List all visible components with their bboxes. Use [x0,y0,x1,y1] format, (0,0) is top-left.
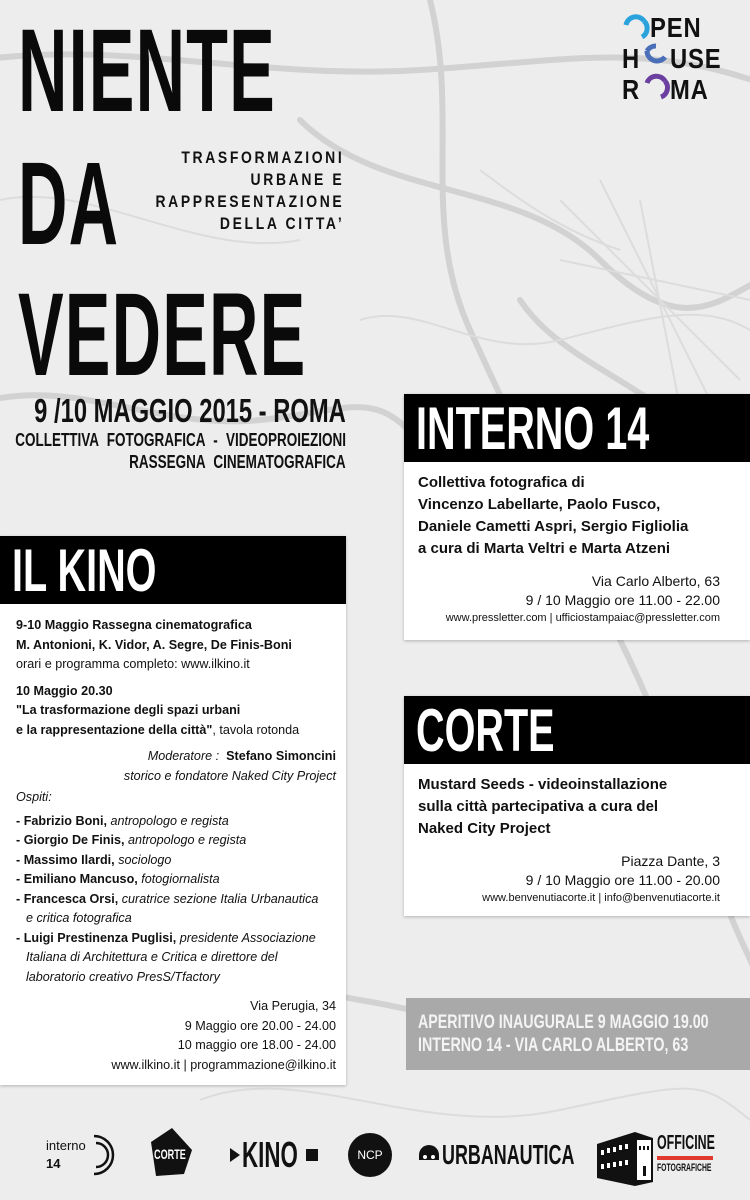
rassegna-line: 9-10 Maggio Rassegna cinematografica [16,618,252,632]
venue-card-ilkino [0,536,346,1085]
guest-name: - Luigi Prestinenza Puglisi, [16,930,177,945]
guest-item [16,890,336,929]
poster-title-line: VEDERE [18,269,307,401]
event-type-line: COLLETTIVA FOTOGRAFICA - VIDEOPROIEZIONI [15,430,346,450]
guest-role: fotogiornalista [141,872,220,886]
subtitle-line: URBANE E [250,170,344,189]
guest-role-continued: Italiana di Architettura e Critica e direttore del laboratorio creativo PresS/Tfactory [26,950,278,984]
tavola-line: e la rappresentazione della città" [16,722,213,737]
guest-role: antropologo e regista [127,833,247,847]
tavola-line-suffix: , tavola rotonda [212,722,300,737]
venue-card-header [404,394,750,462]
venue-address: Via Perugia, 34 [250,999,336,1013]
venue-card-header [0,536,346,604]
sponsor-ncp-logo [348,1120,392,1190]
venue-address: Via Carlo Alberto, 63 [591,573,720,589]
venue-hours: 9 / 10 Maggio ore 11.00 - 22.00 [525,592,720,608]
venue-title: IL KINO [12,537,157,604]
guest-item [16,831,336,851]
subtitle-line: DELLA CITTA’ [219,214,344,233]
sponsor-logos [0,1120,750,1190]
ncp-logo-text: NCP [357,1148,383,1162]
logo-text-h: H [622,43,641,74]
venue-contacts-link[interactable]: www.benvenutiacorte.it | info@benvenutiacorte.it [482,892,720,904]
urbanautica-logo-text: URBANAUTICA [442,1139,575,1170]
guest-item [16,929,336,988]
venue-description-line: Daniele Cametti Aspri, Sergio Figliolia [418,518,689,535]
venue-card-header [404,696,750,764]
moderatore-name: Stefano Simoncini [226,749,336,763]
guest-name: - Francesca Orsi, [16,891,119,906]
tavola-line: "La trasformazione degli spazi urbani [16,703,241,717]
venue-hours: 10 maggio ore 18.00 - 24.00 [177,1038,336,1052]
aperitivo-line: INTERNO 14 - VIA CARLO ALBERTO, 63 [418,1035,689,1056]
stop-square-icon [306,1149,318,1161]
interno-word: interno [46,1138,86,1153]
event-date: 9 /10 MAGGIO 2015 - ROMA [34,392,346,429]
venue-title: INTERNO 14 [416,395,650,462]
logo-text-ma: MA [670,74,709,105]
guest-role: curatrice sezione Italia Urbanautica [121,891,319,906]
logo-text-open: PEN [650,12,702,43]
guest-name: - Fabrizio Boni, [16,813,107,828]
moderatore-block [16,747,336,786]
poster-title-line: NIENTE [18,5,276,137]
venue-card-corte [404,696,750,916]
fotografiche-logo-text: FOTOGRAFICHE [657,1162,712,1174]
event-type-line: RASSEGNA CINEMATOGRAFICA [129,452,346,472]
venue-hours: 9 / 10 Maggio ore 11.00 - 20.00 [525,872,720,888]
rassegna-block [16,616,336,675]
venue-description-line: Naked City Project [418,820,551,837]
corte-logo-text: CORTE [154,1146,186,1162]
subtitle-line: TRASFORMAZIONI [181,148,344,167]
guest-item [16,812,336,832]
rassegna-line: M. Antonioni, K. Vidor, A. Segre, De Finis-Boni [16,637,292,652]
venue-description-line: Vincenzo Labellarte, Paolo Fusco, [418,496,661,513]
venue-hours: 9 Maggio ore 20.00 - 24.00 [184,1018,336,1033]
moderatore-label: Moderatore : [147,749,220,763]
venue-description-line: a cura di Marta Veltri e Marta Atzeni [418,540,671,557]
venue-description-line: sulla città partecipativa a cura del [418,798,659,815]
guest-name: - Giorgio De Finis, [16,833,125,847]
logo-text-use: USE [670,43,722,74]
play-triangle-icon [230,1148,240,1162]
tavola-rotonda-block [16,682,336,741]
sponsor-kino-logo [228,1120,320,1190]
poster-title-line: DA [18,138,120,270]
venue-card-interno14 [404,394,750,640]
guest-name: - Emiliano Mancuso, [16,872,138,886]
interno-number: 14 [46,1156,61,1171]
guest-role-continued: e critica fotografica [26,911,132,925]
venue-description-line: Collettiva fotografica di [418,474,585,491]
poster-subtitle [114,147,344,235]
concentric-circles-icon [44,1120,120,1190]
rassegna-program-link[interactable]: orari e programma completo: www.ilkino.it [16,657,250,671]
venue-title: CORTE [416,697,555,764]
venue-description-line: Mustard Seeds - videoinstallazione [418,776,668,793]
aperitivo-banner [406,998,750,1070]
sponsor-interno14-logo [44,1120,120,1190]
guest-role: sociologo [118,852,172,867]
guest-list [16,812,336,988]
building-icon [595,1120,655,1190]
subtitle-line: RAPPRESENTAZIONE [155,192,344,211]
officine-logo-text: OFFICINE [657,1132,715,1154]
guest-item [16,851,336,871]
guest-name: - Massimo Ilardi, [16,852,115,867]
venue-contacts-link[interactable]: www.ilkino.it | programmazione@ilkino.it [111,1057,336,1072]
sponsor-corte-logo [148,1120,194,1190]
sponsor-urbanautica-logo [418,1120,578,1190]
tavola-line: 10 Maggio 20.30 [16,683,113,698]
open-house-roma-logo [620,13,730,105]
sponsor-officine-fotografiche-logo [595,1120,720,1190]
guest-role: presidente Associazione [179,930,316,945]
kino-logo-text: KINO [242,1134,298,1175]
guest-item [16,870,336,890]
venue-contacts-link[interactable]: www.pressletter.com | ufficiostampaiac@pressletter.com [445,612,720,624]
ospiti-label: Ospiti: [16,790,52,804]
red-bar-divider [657,1156,713,1160]
venue-address: Piazza Dante, 3 [621,853,720,869]
logo-text-r: R [622,74,641,105]
moderatore-role: storico e fondatore Naked City Project [123,768,336,783]
guest-role: antropologo e regista [110,813,229,828]
aperitivo-line: APERITIVO INAUGURALE 9 MAGGIO 19.00 [418,1012,709,1033]
eyes-mask-icon [418,1120,440,1190]
